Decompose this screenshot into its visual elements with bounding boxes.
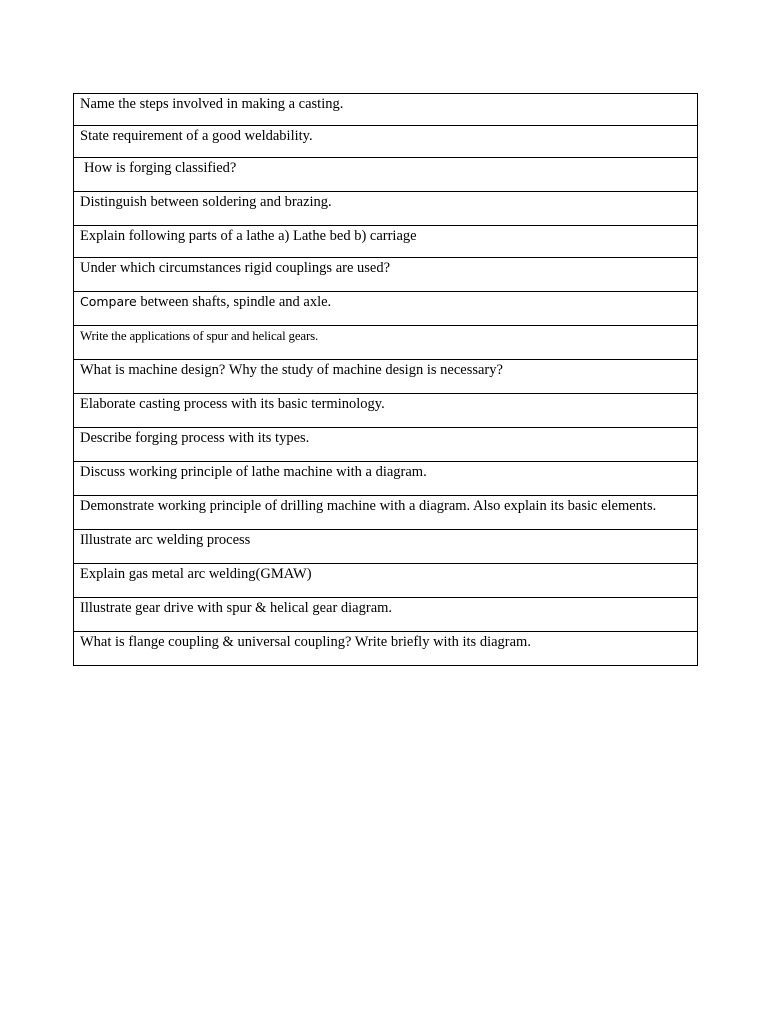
table-row bbox=[74, 564, 698, 598]
table-row bbox=[74, 462, 698, 496]
table-row bbox=[74, 428, 698, 462]
table-row bbox=[74, 292, 698, 326]
table-row bbox=[74, 94, 698, 126]
question-prefix: Compare bbox=[80, 294, 137, 309]
question-cell: Elaborate casting process with its basic terminology. bbox=[74, 394, 698, 428]
question-cell: State requirement of a good weldability. bbox=[74, 126, 698, 158]
table-row bbox=[74, 158, 698, 192]
question-cell: Distinguish between soldering and brazing. bbox=[74, 192, 698, 226]
question-cell: Illustrate arc welding process bbox=[74, 530, 698, 564]
question-cell: Illustrate gear drive with spur & helical gear diagram. bbox=[74, 598, 698, 632]
question-cell: Write the applications of spur and helical gears. bbox=[74, 326, 698, 360]
table-row bbox=[74, 326, 698, 360]
table-row bbox=[74, 126, 698, 158]
question-cell: Under which circumstances rigid couplings are used? bbox=[74, 258, 698, 292]
table-row bbox=[74, 226, 698, 258]
question-cell: What is flange coupling & universal coupling? Write briefly with its diagram. bbox=[74, 632, 698, 666]
question-rest: between shafts, spindle and axle. bbox=[136, 294, 332, 310]
table-row bbox=[74, 258, 698, 292]
table-row bbox=[74, 192, 698, 226]
question-cell: Describe forging process with its types. bbox=[74, 428, 698, 462]
question-cell: How is forging classified? bbox=[74, 158, 698, 192]
question-cell: Explain gas metal arc welding(GMAW) bbox=[74, 564, 698, 598]
table-row bbox=[74, 530, 698, 564]
table-row bbox=[74, 632, 698, 666]
table-row bbox=[74, 360, 698, 394]
question-cell: Name the steps involved in making a casting. bbox=[74, 94, 698, 126]
question-cell bbox=[74, 292, 698, 326]
table-row bbox=[74, 394, 698, 428]
table-row bbox=[74, 598, 698, 632]
question-cell: What is machine design? Why the study of machine design is necessary? bbox=[74, 360, 698, 394]
question-cell: Demonstrate working principle of drilling machine with a diagram. Also explain its basic elements. bbox=[74, 496, 698, 530]
question-table bbox=[73, 93, 698, 666]
question-cell: Explain following parts of a lathe a) Lathe bed b) carriage bbox=[74, 226, 698, 258]
question-cell: Discuss working principle of lathe machine with a diagram. bbox=[74, 462, 698, 496]
table-row bbox=[74, 496, 698, 530]
